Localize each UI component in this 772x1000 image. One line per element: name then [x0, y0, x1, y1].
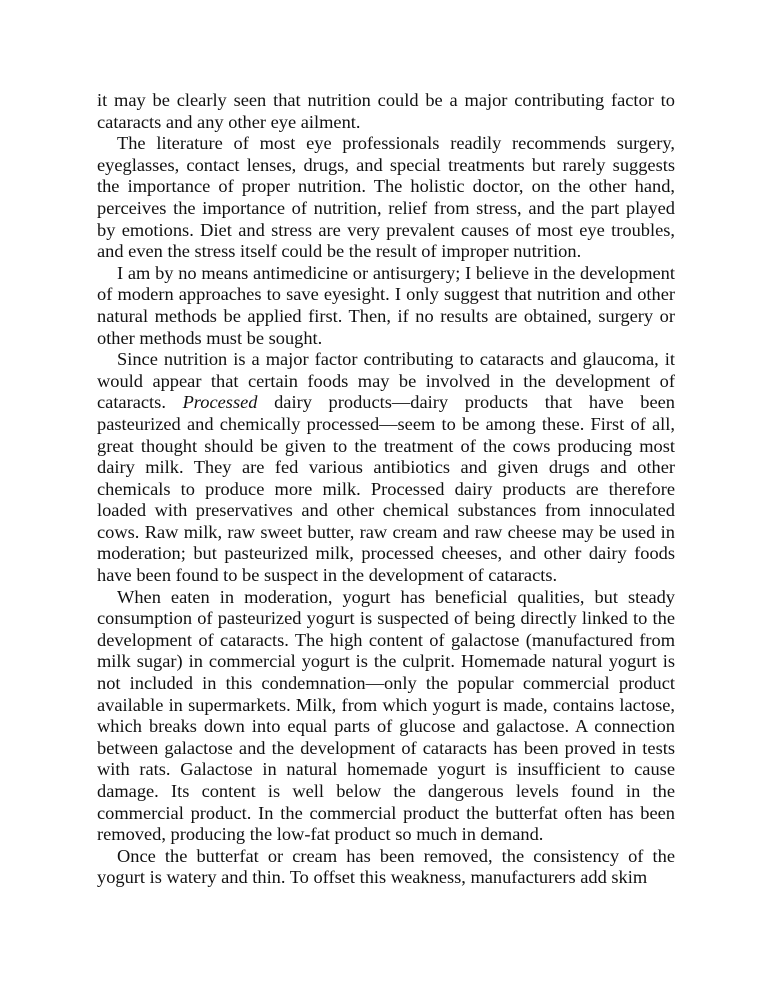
paragraph-dairy-products — [97, 349, 675, 587]
paragraph-dairy-text-before: Since nutrition is a major factor contributing to cataracts and glaucoma, it would appear that certain foods may be involved in the development of cataracts. — [97, 349, 675, 413]
paragraph-butterfat: Once the butterfat or cream has been removed, the consistency of the yogurt is watery and thin. To offset this weakness, manufacturers add skim — [97, 845, 675, 888]
paragraph-yogurt: When eaten in moderation, yogurt has beneficial qualities, but steady consumption of pasteurized yogurt is suspected of being directly linked to the development of cataracts. The high content of galactose (manufactured from milk sugar) in commercial yogurt is the culprit. Homemade natural yogurt is not included in this condemnation—only the popular commercial product available in supermarkets. Milk, from which yogurt is made, contains lactose, which breaks down into equal parts of glucose and galactose. A connection between galactose and the development of cataracts has been proved in tests with rats. Galactose in natural homemade yogurt is insufficient to cause damage. Its content is well below the dangerous levels found in the commercial product. In the commercial product the butterfat often has been removed, producing the low-fat product so much in demand. — [97, 586, 675, 845]
document-page — [97, 90, 675, 889]
paragraph-continuation: it may be clearly seen that nutrition could be a major contributing factor to cataracts and any other eye ailment. — [97, 90, 675, 132]
paragraph-dairy-text-after: dairy products—dairy products that have been pasteurized and chemically processed—seem to be among these. First of all, great thought should be given to the treatment of the cows producing most dairy milk. They are fed various antibiotics and given drugs and other chemicals to produce more milk. Processed dairy products are therefore loaded with preservatives and other chemical substances from innoculated cows. Raw milk, raw sweet butter, raw cream and raw cheese may be used in moderation; but pasteurized milk, processed cheeses, and other dairy foods have been found to be suspect in the development of cataracts. — [97, 392, 675, 586]
paragraph-antimedicine: I am by no means antimedicine or antisurgery; I believe in the development of modern approaches to save eyesight. I only suggest that nutrition and other natural methods be applied first. Then, if no results are obtained, surgery or other methods must be sought. — [97, 262, 675, 348]
paragraph-eye-professionals: The literature of most eye professionals readily recommends surgery, eyeglasses, contact lenses, drugs, and special treatments but rarely suggests the importance of proper nutrition. The holistic doctor, on the other hand, perceives the importance of nutrition, relief from stress, and the part played by emotions. Diet and stress are very prevalent causes of most eye troubles, and even the stress itself could be the result of improper nutrition. — [97, 133, 675, 262]
processed-emphasis: Processed — [182, 392, 258, 413]
